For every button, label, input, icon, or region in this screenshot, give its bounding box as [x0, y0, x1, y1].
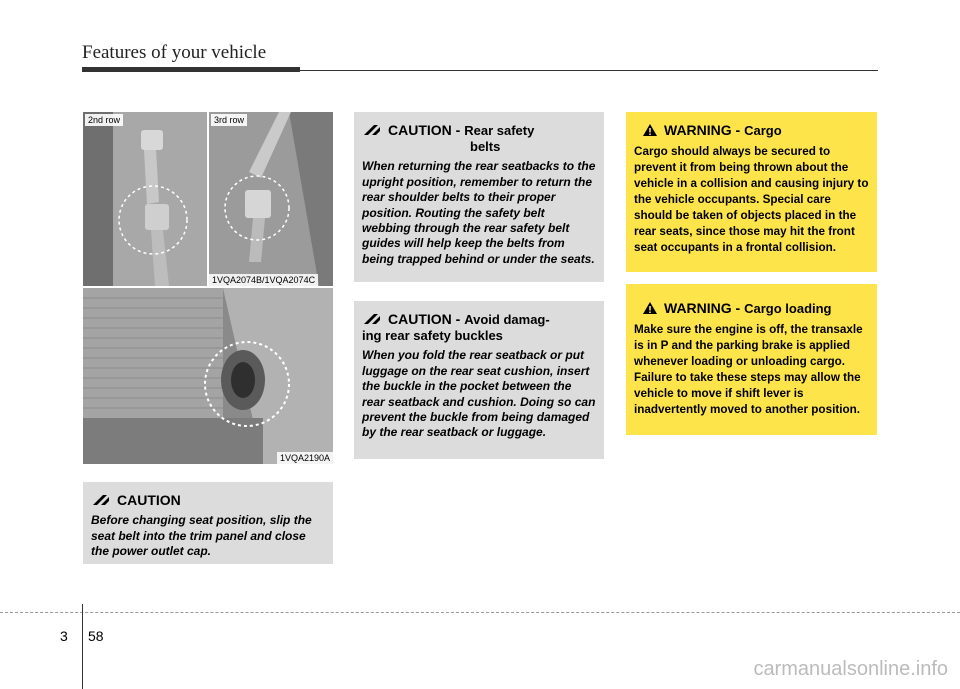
photo-label-3rd-row: 3rd row — [211, 114, 247, 126]
caution-rear-safety-belts — [354, 112, 604, 282]
caution-seat-body: Before changing seat position, slip the seat belt into the trim panel and close the power outlet cap. — [91, 513, 312, 559]
photo-2nd-row — [83, 112, 207, 286]
seatbelt-2nd-row-illustration — [83, 112, 207, 286]
photo-label-2nd-row: 2nd row — [85, 114, 123, 126]
warning-cargo-loading-body: Make sure the engine is off, the transaxle is in P and the parking brake is applied whenever loading or unloading cargo. Failure to take these steps may allow the vehicle to move if shift lever is inadvertently moved to another position. — [634, 323, 863, 416]
caution-subtitle-line2: ing rear safety buckles — [362, 328, 503, 344]
caution-pencil-icon — [91, 493, 111, 509]
caution-subtitle-line2: belts — [470, 139, 501, 155]
photo-code-top: 1VQA2074B/1VQA2074C — [209, 274, 318, 286]
warning-cargo-title — [634, 122, 869, 140]
caution-rear-belts-title — [362, 122, 596, 155]
warning-triangle-icon — [642, 123, 658, 140]
buckle-pocket-illustration — [83, 288, 333, 464]
caution-seat-position — [83, 482, 333, 564]
header-rule — [82, 70, 878, 71]
page-number: 58 — [88, 628, 104, 644]
caution-buckles-title — [362, 311, 596, 344]
warning-cargo — [626, 112, 877, 272]
seatbelt-3rd-row-illustration — [209, 112, 333, 286]
page-section-number: 3 — [60, 628, 68, 644]
warning-cargo-loading-title — [634, 300, 869, 318]
caution-label: CAUTION — [117, 492, 181, 508]
photo-code-bottom: 1VQA2190A — [277, 452, 333, 464]
warning-label: WARNING - — [664, 122, 741, 138]
photo-3rd-row — [209, 112, 333, 286]
caution-label: CAUTION - — [388, 311, 461, 327]
warning-triangle-icon — [642, 301, 658, 318]
photo-buckle-pocket — [83, 288, 333, 464]
warning-cargo-body: Cargo should always be secured to prevent it from being thrown about the vehicle in a collision and causing injury to the vehicle occupants. Special care should be taken of objects placed in the rear seats, since those may hit the front seat occupants in a frontal collision. — [634, 145, 869, 254]
warning-subtitle: Cargo — [744, 123, 782, 138]
warning-subtitle: Cargo loading — [744, 301, 832, 316]
warning-label: WARNING - — [664, 300, 741, 316]
caution-subtitle: Avoid damag- — [464, 312, 550, 327]
caution-pencil-icon — [362, 312, 382, 328]
caution-seat-title — [91, 492, 325, 509]
caution-rear-safety-buckles — [354, 301, 604, 459]
caution-pencil-icon — [362, 123, 382, 139]
footer-divider — [82, 604, 83, 689]
footer-dashed-rule — [0, 612, 960, 613]
page-header-title: Features of your vehicle — [82, 42, 267, 63]
watermark: carmanualsonline.info — [753, 658, 948, 680]
caution-label: CAUTION - — [388, 122, 461, 138]
caution-subtitle: Rear safety — [464, 123, 535, 138]
warning-cargo-loading — [626, 284, 877, 435]
caution-buckles-body: When you fold the rear seatback or put luggage on the rear seat cushion, insert the buckle in the pocket between the rear seatback and cushion. Doing so can prevent the buckle from being damaged by the rear seatback or luggage. — [362, 348, 596, 440]
caution-rear-belts-body: When returning the rear seatbacks to the upright position, remember to return the rear shoulder belts to their proper position. Routing the safety belt webbing through the rear safety belt guides will help keep the belts from being trapped behind or under the seats. — [362, 159, 596, 266]
